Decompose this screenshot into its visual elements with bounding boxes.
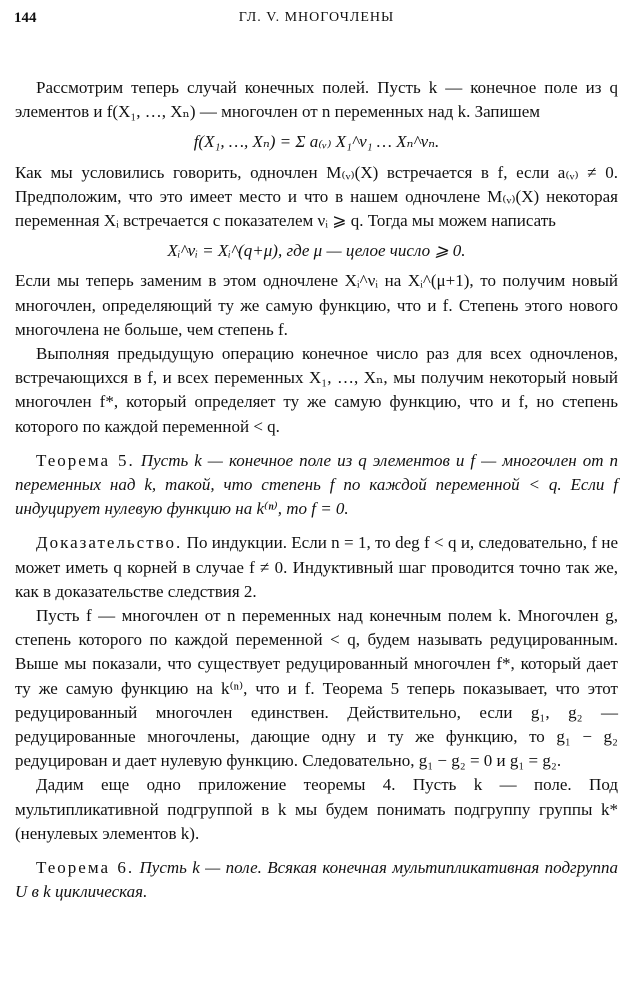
theorem-6-label: Теорема 6.: [36, 858, 135, 878]
proof-label: Доказательство.: [36, 533, 183, 553]
proof-text: По индукции. Если n = 1, то deg f < q и, следовательно, f не может иметь q корней в случае f ≠ 0. Индуктивный шаг проводится точно так же, как в доказательстве следствия 2.: [15, 533, 619, 601]
theorem-5: [15, 449, 618, 522]
theorem-5-text: Пусть k — конечное поле из q элементов и f — многочлен от n переменных над k, такой, что степень f по каждой переменной < q. Если f индуцирует нулевую функцию на k⁽ⁿ⁾, то f = 0.: [15, 450, 619, 519]
paragraph-reduced: Пусть f — многочлен от n переменных над конечным полем k. Многочлен g, степень которого по каждой переменной < q, будем называть редуцированным. Выше мы показали, что существует редуцированный многочлен f*, который дает ту же самую функцию на k⁽ⁿ⁾, что и f. Теорема 5 теперь показывает, что этот редуцированный многочлен единствен. Действительно, если g₁, g₂ — редуцированные многочлены, дающие одну и ту же функцию, то g₁ − g₂ редуцирован и дает нулевую функцию. Следовательно, g₁ − g₂ = 0 и g₁ = g₂.: [15, 606, 618, 771]
paragraph-reduction: Выполняя предыдущую операцию конечное число раз для всех одночленов, встречающихся в f, и всех переменных X₁, …, Xₙ, мы получим некоторый новый многочлен f*, который определяет ту же самую функцию, что и f, но степень которого по каждой переменной < q.: [15, 344, 618, 436]
page-number: 144: [14, 10, 37, 26]
spacer: [15, 439, 618, 449]
theorem-6-text: Пусть k — поле. Всякая конечная мультипликативная подгруппа U в k циклическая.: [15, 858, 619, 902]
page-header: [14, 10, 619, 34]
paragraph-monomial: Как мы условились говорить, одночлен M₍ᵥ₎(X) встречается в f, если a₍ᵥ₎ ≠ 0. Предположим, что это имеет место и что в нашем одночлене M₍ᵥ₎(X) некоторая переменная Xᵢ встречается с показателем νᵢ ⩾ q. Тогда мы можем написать: [15, 162, 618, 231]
equation-polynomial: f(X₁, …, Xₙ) = Σ a₍ᵥ₎ X₁^ν₁ … Xₙ^νₙ.: [193, 132, 440, 152]
page-body: [15, 76, 618, 905]
theorem-5-label: Теорема 5.: [36, 450, 135, 470]
theorem-6: [15, 856, 618, 904]
paragraph-multiplicative: Дадим еще одно приложение теоремы 4. Пусть k — поле. Под мультипликативной подгруппой в k мы будем понимать подгруппу группы k* (ненулевых элементов k).: [15, 775, 618, 843]
proof: [15, 531, 618, 604]
equation-exponent: Xᵢ^νᵢ = Xᵢ^(q+μ), где μ — целое число ⩾ 0.: [167, 241, 466, 261]
spacer: [15, 846, 618, 856]
running-title: ГЛ. V. МНОГОЧЛЕНЫ: [238, 10, 395, 25]
spacer: [15, 521, 618, 531]
paragraph-replace: Если мы теперь заменим в этом одночлене Xᵢ^νᵢ на Xᵢ^(μ+1), то получим новый многочлен, определяющий ту же самую функцию, что и f. Степень этого нового многочлена не больше, чем степень f.: [15, 271, 618, 339]
paragraph-intro: Рассмотрим теперь случай конечных полей. Пусть k — конечное поле из q элементов и f(X₁, …, Xₙ) — многочлен от n переменных над k. Запишем: [15, 78, 618, 122]
